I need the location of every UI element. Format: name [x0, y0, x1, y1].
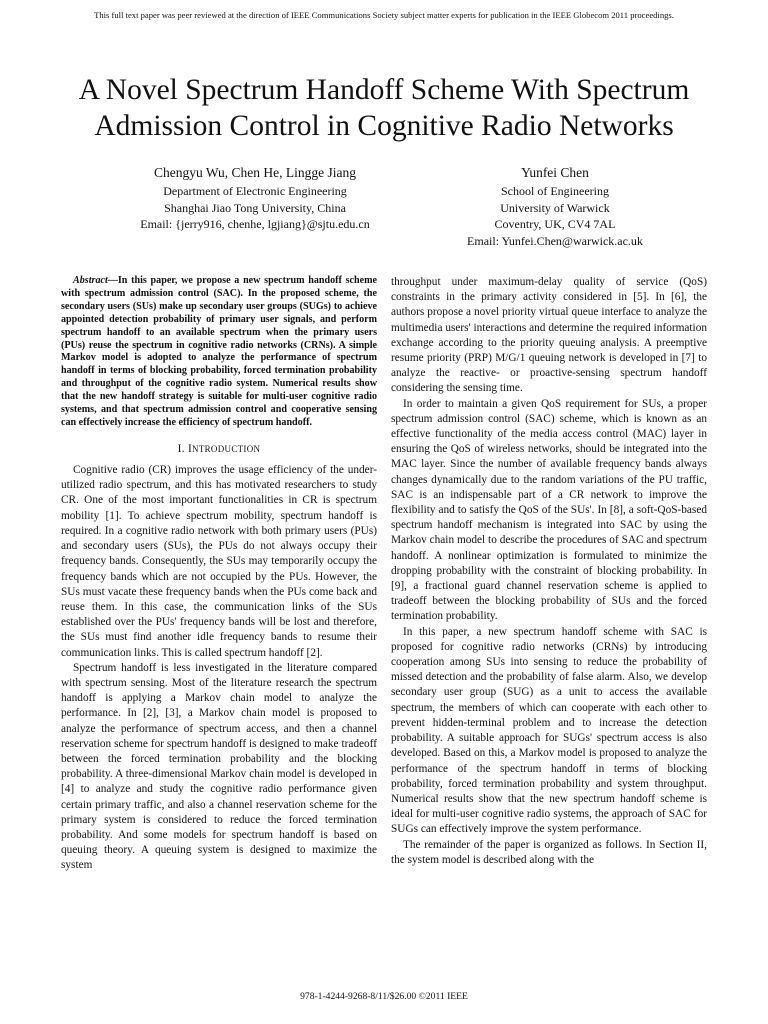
title-line-2: Admission Control in Cognitive Radio Networks: [94, 110, 674, 142]
author-organization: University of Warwick: [500, 200, 610, 215]
section-heading-introduction: [61, 442, 377, 457]
author-department: Department of Electronic Engineering: [163, 184, 347, 198]
author-names: Chengyu Wu, Chen He, Lingge Jiang: [153, 165, 357, 180]
author-block-sjtu: [100, 164, 410, 233]
author-email: Email: Yunfei.Chen@warwick.ac.uk: [467, 233, 643, 248]
author-email: Email: {jerry916, chenhe, lgjiang}@sjtu.edu.cn: [140, 217, 370, 231]
abstract: [61, 275, 377, 430]
author-names: Yunfei Chen: [521, 165, 589, 180]
title-line-1: A Novel Spectrum Handoff Scheme With Spectrum: [78, 74, 690, 106]
paragraph: In this paper, a new spectrum handoff scheme with SAC is proposed for cognitive radio networks (CRNs) by introducing cooperation among SUs into sensing to reduce the probability of missed detection and the probability of false alarm. Also, we develop secondary user group (SUG) as a unit to access the available spectrum, the members of which can cooperate with each other to prevent hidden-terminal problem and to increase the detection probability. A suitable approach for SUGs' spectrum access is also developed. Based on this, a Markov model is proposed to analyze the performance of the spectrum handoff in terms of blocking probability, forced termination probability and system throughput. Numerical results show that the new spectrum handoff scheme is ideal for multi-user cognitive radio systems, the approach of SAC for SUGs can effectively improve the system performance.: [391, 625, 707, 836]
author-block-warwick: [400, 164, 710, 249]
paragraph-continued: throughput under maximum-delay quality of service (QoS) constraints in the primary activity considered in [5]. In [6], the authors propose a novel priority virtual queue interface to analyze the multimedia users' interactions and determine the required information exchange according to the priority queuing analysis. A preemptive resume priority (PRP) M/G/1 queuing network is developed in [7] to analyze the reactive- or proactive-sensing spectrum handoff considering the sensing time.: [391, 276, 707, 395]
paragraph: The remainder of the paper is organized as follows. In Section II, the system model is described along with the: [391, 838, 707, 866]
paragraph: In order to maintain a given QoS requirement for SUs, a proper spectrum admission control (SAC) scheme, which is known as an effective functionality of the media access control (MAC) layer in ensuring the QoS of wireless networks, should be integrated into the MAC layer. Since the number of available frequency bands always changes dynamically due to the random variations of the PU traffic, SAC is an indispensable part of a CR network to improve the flexibility and to satisfy the QoS of the SUs'. In [8], a soft-QoS-based spectrum handoff mechanism is integrated into SAC by using the Markov chain model to describe the procedures of SAC and spectrum handoff. A nonlinear optimization is formulated to minimize the dropping probability with the constraint of blocking probability. In [9], a fractional guard channel reservation scheme is applied to tradeoff between the blocking probability of SUs and the forced termination probability.: [391, 397, 707, 623]
copyright-footer: 978-1-4244-9268-8/11/$26.00 ©2011 IEEE: [300, 991, 468, 1002]
paper-title: [40, 72, 728, 144]
author-organization: Shanghai Jiao Tong University, China: [164, 200, 346, 215]
paragraph: Spectrum handoff is less investigated in the literature compared with spectrum sensing. Most of the literature research the spectrum handoff is applying a Markov chain model to analyze the performance. In [2], [3], a Markov chain model is proposed to analyze the performance of spectrum access, and then a channel reservation scheme for spectrum handoff is designed to make tradeoff between the forced termination probability and the blocking probability. A three-dimensional Markov chain model is developed in [4] to analyze and study the cognitive radio performance given certain primary traffic, and also a channel reservation scheme for the primary system is considered to reduce the forced termination probability. And some models for spectrum handoff is based on queuing theory. A queuing system is designed to maximize the system: [61, 661, 377, 872]
right-column: [391, 275, 707, 868]
abstract-lead: Abstract: [73, 275, 108, 286]
author-address: Coventry, UK, CV4 7AL: [494, 217, 616, 231]
peer-review-notice: This full text paper was peer reviewed at the direction of IEEE Communications Society subject matter experts for publication in the IEEE Globecom 2011 proceedings.: [94, 10, 674, 20]
section-heading-rest: NTRODUCTION: [192, 443, 261, 454]
left-column: [61, 275, 377, 874]
author-department: School of Engineering: [501, 184, 609, 198]
abstract-text: —In this paper, we propose a new spectrum handoff scheme with spectrum admission control (SAC). In the proposed scheme, the secondary users (SUs) make up secondary user groups (SUGs) to achieve appointed detection probability of primary user signals, and perform spectrum handoff to an available spectrum when the primary users (PUs) reuse the spectrum in cognitive radio networks (CRNs). A simple Markov model is adopted to analyze the performance of spectrum handoff in terms of blocking probability, forced termination probability and throughput of the cognitive radio system. Numerical results show that the new handoff strategy is suitable for multi-user cognitive radio systems, and that spectrum admission control and cooperative sensing can effectively increase the efficiency of spectrum handoff.: [61, 275, 377, 428]
paragraph: Cognitive radio (CR) improves the usage efficiency of the under-utilized radio spectrum, and this has motivated researchers to study CR. One of the most important functionalities in CR is spectrum mobility [1]. To achieve spectrum mobility, spectrum handoff is required. In a cognitive radio network with both primary users (PUs) and secondary users (SUs), the PUs do not always occupy their frequency bands. Consequently, the SUs may temporarily occupy the frequency bands which are not occupied by the PUs. However, the SUs must vacate these frequency bands when the PUs come back and reuse them. In this case, the communication links of the SUs established over the PUs' frequency bands will be lost and therefore, the SUs must find another idle frequency bands to resume their communication links. This is called spectrum handoff [2].: [61, 464, 377, 659]
section-heading-number: I. I: [177, 442, 193, 455]
